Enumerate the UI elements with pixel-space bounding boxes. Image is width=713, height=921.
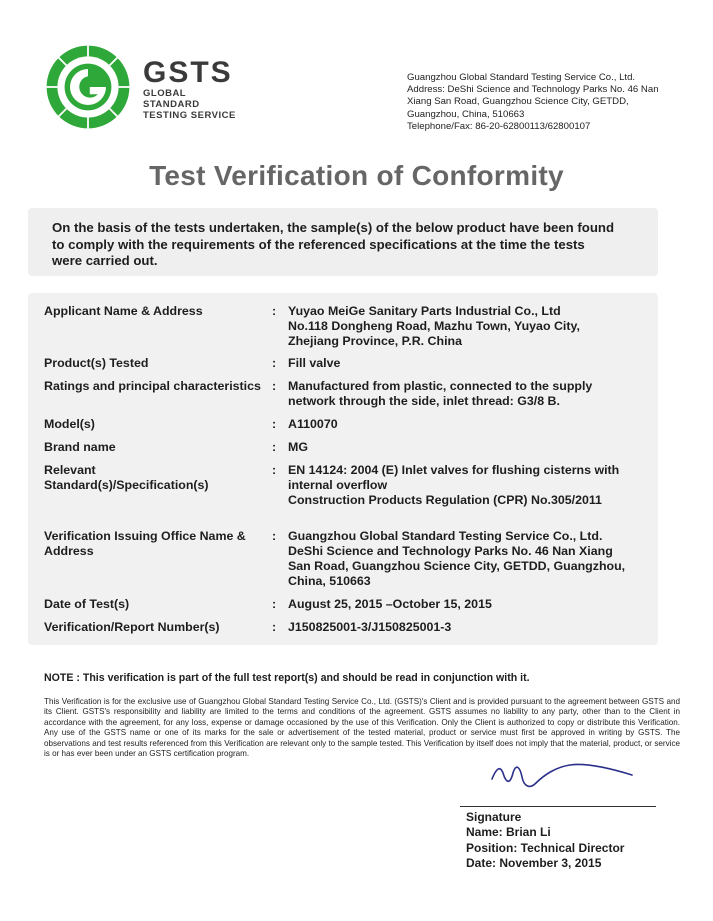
field-colon: :	[272, 620, 277, 634]
intro-line: were carried out.	[52, 253, 158, 268]
field-colon: :	[272, 379, 277, 393]
value-line: J150825001-3/J150825001-3	[288, 620, 452, 634]
signature-date: Date: November 3, 2015	[466, 856, 602, 871]
signer-position: Position: Technical Director	[466, 840, 625, 855]
signature-block	[466, 810, 624, 872]
field-value	[288, 620, 648, 635]
signature-line	[460, 806, 656, 807]
value-line: DeShi Science and Technology Parks No. 46 Nan Xiang	[288, 544, 613, 558]
field-value	[288, 417, 648, 432]
intro-text	[52, 220, 652, 270]
field-value	[288, 304, 648, 349]
company-line: Guangzhou, China, 510663	[407, 108, 525, 120]
disclaimer-text: This Verification is for the exclusive use of Guangzhou Global Standard Testing Service Co., Ltd. (GSTS)'s Client and is provided pursuant to the agreement between GSTS and its Client. GSTS's responsibility and liability are limited to the terms and conditions of the agreement. GSTS assumes no liability to any party, other than to the Client in accordance with the agreement, for any loss, expense or damage occasioned by the use of this Verification. Only the Client is authorized to copy or distribute this Verification. Any use of the GSTS name or one of its marks for the sale or advertisement of the tested material, product or service must first be approved in writing by GSTS. The observations and test results referenced from this Verification are relevant only to the sample tested. This Verification by itself does not imply that the material, product, or service is or has ever been under an GSTS certification program.	[44, 697, 680, 759]
signature-label: Signature	[466, 810, 522, 824]
value-line: MG	[288, 440, 308, 454]
brand-name: GSTS	[143, 56, 233, 89]
field-value	[288, 529, 648, 589]
signer-name: Name: Brian Li	[466, 825, 551, 840]
company-line: Xiang San Road, Guangzhou Science City, GETDD,	[407, 96, 629, 108]
brand-block	[143, 58, 236, 121]
label-line: Standard(s)/Specification(s)	[44, 478, 209, 492]
value-line: San Road, Guangzhou Science City, GETDD, Guangzhou,	[288, 559, 626, 573]
company-line: Address: DeShi Science and Technology Parks No. 46 Nan	[407, 84, 659, 96]
field-colon: :	[272, 356, 277, 370]
value-line: EN 14124: 2004 (E) Inlet valves for flushing cisterns with	[288, 463, 620, 477]
label-line: Verification Issuing Office Name &	[44, 529, 246, 543]
handwritten-signature-icon	[486, 755, 636, 805]
field-label: Brand name	[44, 440, 116, 454]
label-line: Relevant	[44, 463, 96, 477]
value-line: August 25, 2015 –October 15, 2015	[288, 597, 492, 611]
value-line: network through the side, inlet thread: G3/8 B.	[288, 394, 560, 408]
field-colon: :	[272, 304, 277, 318]
field-label: Ratings and principal characteristics	[44, 379, 261, 393]
brand-line: STANDARD	[143, 99, 200, 110]
field-colon: :	[272, 417, 277, 431]
value-line: Construction Products Regulation (CPR) No.305/2011	[288, 493, 602, 507]
gsts-logo-icon	[43, 42, 133, 132]
value-line: Yuyao MeiGe Sanitary Parts Industrial Co., Ltd	[288, 304, 561, 318]
field-label	[44, 463, 277, 493]
field-label: Applicant Name & Address	[44, 304, 203, 318]
field-label: Product(s) Tested	[44, 356, 149, 370]
value-line: internal overflow	[288, 478, 388, 492]
brand-line: GLOBAL	[143, 88, 187, 99]
details-box	[28, 293, 658, 645]
value-line: Fill valve	[288, 356, 341, 370]
brand-line: TESTING SERVICE	[143, 110, 236, 121]
field-label	[44, 529, 277, 559]
field-label: Model(s)	[44, 417, 95, 431]
value-line: Guangzhou Global Standard Testing Service Co., Ltd.	[288, 529, 603, 543]
field-value	[288, 440, 648, 455]
field-value	[288, 597, 648, 612]
label-line: Address	[44, 544, 94, 558]
field-colon: :	[272, 463, 277, 477]
value-line: China, 510663	[288, 574, 371, 588]
note-text: NOTE : This verification is part of the full test report(s) and should be read in conjunction with it.	[44, 672, 530, 684]
field-colon: :	[272, 597, 277, 611]
field-colon: :	[272, 529, 277, 543]
field-value	[288, 463, 648, 508]
value-line: No.118 Dongheng Road, Mazhu Town, Yuyao City,	[288, 319, 580, 333]
value-line: Manufactured from plastic, connected to the supply	[288, 379, 593, 393]
field-value	[288, 356, 648, 371]
company-line: Guangzhou Global Standard Testing Service Co., Ltd.	[407, 72, 636, 83]
field-label: Date of Test(s)	[44, 597, 130, 611]
value-line: Zhejiang Province, P.R. China	[288, 334, 462, 348]
field-label: Verification/Report Number(s)	[44, 620, 220, 634]
intro-line: to comply with the requirements of the referenced specifications at the time the tests	[52, 236, 585, 252]
intro-line: On the basis of the tests undertaken, the sample(s) of the below product have been found	[52, 220, 615, 235]
company-line: Telephone/Fax: 86-20-62800113/62800107	[407, 120, 591, 132]
document-title: Test Verification of Conformity	[149, 160, 564, 191]
company-address	[407, 72, 697, 133]
field-colon: :	[272, 440, 277, 454]
field-value	[288, 379, 648, 409]
intro-box	[28, 208, 658, 276]
value-line: A110070	[288, 417, 338, 431]
